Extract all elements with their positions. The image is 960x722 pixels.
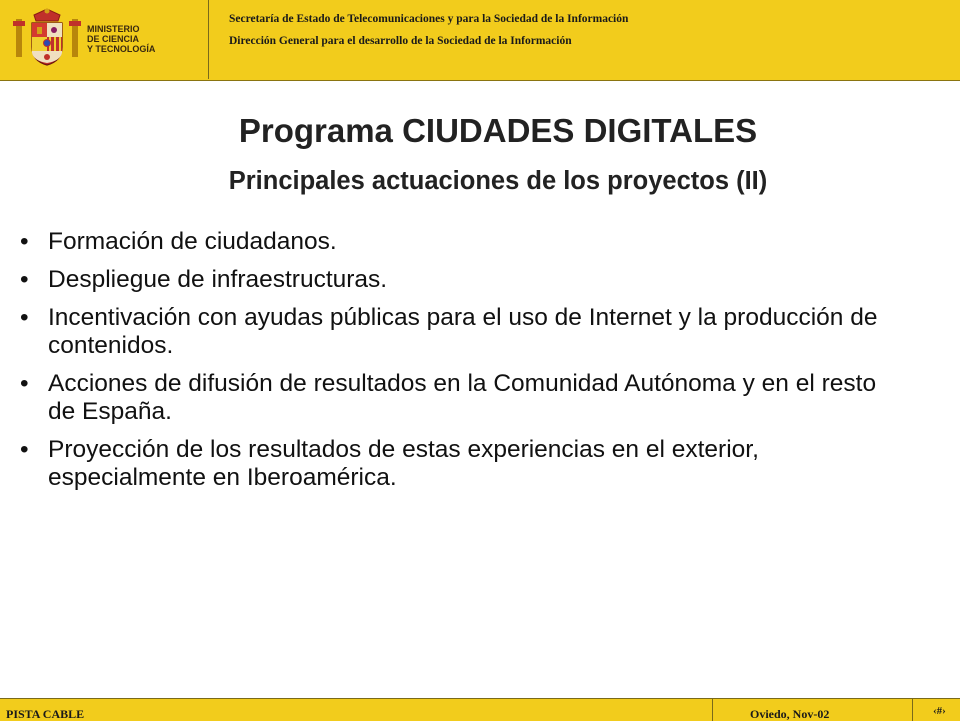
bullet-item — [20, 304, 900, 360]
bullet-text: Acciones de difusión de resultados en la Comunidad Autónoma y en el resto de España. — [48, 370, 877, 425]
slide-subtitle: Principales actuaciones de los proyectos (II) — [228, 167, 768, 195]
bullet-text: Despliegue de infraestructuras. — [48, 266, 388, 293]
bullet-item — [20, 228, 900, 256]
footer-divider — [712, 699, 713, 721]
coat-of-arms-icon — [12, 7, 82, 69]
bullet-icon: • — [20, 436, 29, 463]
bullet-icon: • — [20, 266, 29, 293]
footer-band — [0, 698, 960, 721]
bullet-text: Proyección de los resultados de estas experiencias en el exterior, especialmente en Iberoamérica. — [48, 436, 759, 491]
footer-page-number: ‹#› — [933, 705, 946, 717]
header-line-direccion: Dirección General para el desarrollo de la Sociedad de la Información — [229, 35, 572, 47]
ministry-logo — [0, 0, 209, 79]
bullet-icon: • — [20, 228, 29, 255]
bullet-item — [20, 370, 900, 426]
slide-title: Programa CIUDADES DIGITALES — [238, 112, 758, 149]
bullet-text: Formación de ciudadanos. — [48, 228, 337, 255]
footer-project-label: PISTA CABLE — [6, 707, 85, 721]
header-line-secretaria: Secretaría de Estado de Telecomunicaciones y para la Sociedad de la Información — [229, 13, 629, 25]
ministry-line: DE CIENCIA — [87, 34, 140, 44]
footer-divider — [912, 699, 913, 721]
bullet-item — [20, 436, 900, 492]
bullet-text: Incentivación con ayudas públicas para el uso de Internet y la producción de contenidos. — [48, 304, 878, 359]
ministry-line: Y TECNOLOGÍA — [87, 44, 156, 54]
bullet-list — [20, 228, 900, 502]
ministry-name — [87, 24, 155, 54]
bullet-icon: • — [20, 304, 29, 331]
footer-place-date: Oviedo, Nov-02 — [750, 707, 830, 721]
bullet-item — [20, 266, 900, 294]
header-text — [229, 12, 628, 56]
header-band — [0, 0, 960, 81]
ministry-line: MINISTERIO — [87, 24, 140, 34]
bullet-icon: • — [20, 370, 29, 397]
